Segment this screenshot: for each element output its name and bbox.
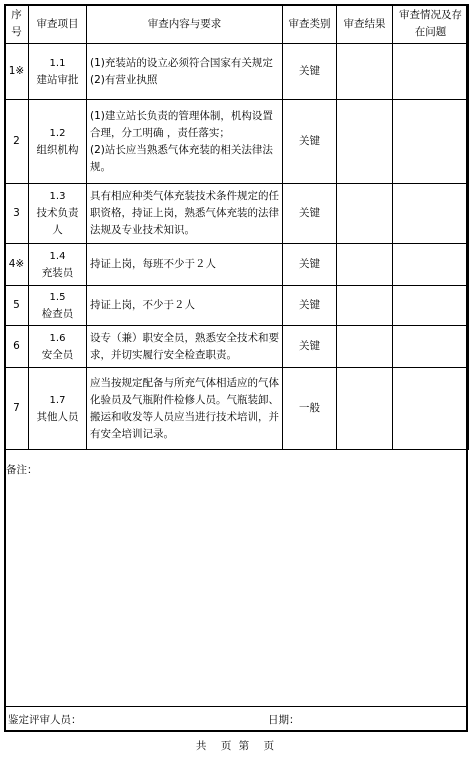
item-name: 组织机构 xyxy=(36,143,79,156)
seq-cell: 6 xyxy=(5,326,29,368)
content-cell: (1)充装站的设立必须符合国家有关规定 (2)有营业执照 xyxy=(87,44,283,100)
item-number: 1.2 xyxy=(49,127,66,139)
header-row xyxy=(5,5,469,44)
item-cell xyxy=(29,368,87,450)
item-number: 1.4 xyxy=(49,250,66,262)
header-status: 审查情况及存在问题 xyxy=(393,5,469,44)
category-cell: 关键 xyxy=(283,44,337,100)
header-seq: 序号 xyxy=(5,5,29,44)
item-name: 安全员 xyxy=(41,348,74,361)
table-row xyxy=(5,44,469,100)
seq-cell: 2 xyxy=(5,100,29,184)
item-name: 其他人员 xyxy=(36,410,79,423)
status-cell[interactable] xyxy=(393,100,469,184)
content-cell: 持证上岗，每班不少于２人 xyxy=(87,244,283,286)
item-number: 1.6 xyxy=(49,332,66,344)
item-cell xyxy=(29,44,87,100)
header-item: 审查项目 xyxy=(29,5,87,44)
table-row xyxy=(5,286,469,326)
seq-cell: 1※ xyxy=(5,44,29,100)
footer-divider xyxy=(4,706,468,707)
result-cell[interactable] xyxy=(337,184,393,244)
status-cell[interactable] xyxy=(393,244,469,286)
status-cell[interactable] xyxy=(393,326,469,368)
status-cell[interactable] xyxy=(393,184,469,244)
category-cell: 关键 xyxy=(283,286,337,326)
seq-cell: 4※ xyxy=(5,244,29,286)
category-cell: 关键 xyxy=(283,326,337,368)
status-cell[interactable] xyxy=(393,368,469,450)
category-cell: 关键 xyxy=(283,184,337,244)
page-counter: 共 页 第 页 xyxy=(195,740,277,752)
date-label: 日期： xyxy=(268,714,300,726)
content-cell: (1)建立站长负责的管理体制，机构设置合理，分工明确 ，责任落实； (2)站长应当熟悉气体充装的相关法律法规。 xyxy=(87,100,283,184)
table-row xyxy=(5,100,469,184)
item-number: 1.7 xyxy=(49,394,66,406)
remark-label: 备注： xyxy=(6,464,38,476)
status-cell[interactable] xyxy=(393,44,469,100)
item-cell xyxy=(29,184,87,244)
table-row xyxy=(5,368,469,450)
review-table xyxy=(4,4,469,450)
item-number: 1.5 xyxy=(49,291,66,303)
item-cell xyxy=(29,326,87,368)
seq-cell: 3 xyxy=(5,184,29,244)
content-cell: 设专（兼）职安全员，熟悉安全技术和要求，并切实履行安全检查职责。 xyxy=(87,326,283,368)
category-cell: 关键 xyxy=(283,244,337,286)
table-row xyxy=(5,326,469,368)
item-name: 技术负责人 xyxy=(36,207,79,236)
result-cell[interactable] xyxy=(337,326,393,368)
item-cell xyxy=(29,286,87,326)
result-cell[interactable] xyxy=(337,244,393,286)
item-cell xyxy=(29,244,87,286)
item-name: 充装员 xyxy=(41,266,74,279)
item-number: 1.1 xyxy=(49,57,66,69)
item-cell xyxy=(29,100,87,184)
category-cell: 关键 xyxy=(283,100,337,184)
result-cell[interactable] xyxy=(337,100,393,184)
item-name: 建站审批 xyxy=(36,73,79,86)
appraiser-label: 鉴定评审人员： xyxy=(8,714,82,726)
content-cell: 应当按规定配备与所充气体相适应的气体化验员及气瓶附件检修人员。气瓶装卸、搬运和收发等人员应当进行技术培训，并有安全培训记录。 xyxy=(87,368,283,450)
category-cell: 一般 xyxy=(283,368,337,450)
item-name: 检查员 xyxy=(41,307,74,320)
status-cell[interactable] xyxy=(393,286,469,326)
item-number: 1.3 xyxy=(49,191,66,202)
header-content: 审查内容与要求 xyxy=(87,5,283,44)
header-result: 审查结果 xyxy=(337,5,393,44)
table-row xyxy=(5,244,469,286)
seq-cell: 5 xyxy=(5,286,29,326)
table-row xyxy=(5,184,469,244)
result-cell[interactable] xyxy=(337,44,393,100)
result-cell[interactable] xyxy=(337,286,393,326)
seq-cell: 7 xyxy=(5,368,29,450)
header-category: 审查类别 xyxy=(283,5,337,44)
result-cell[interactable] xyxy=(337,368,393,450)
content-cell: 持证上岗，不少于２人 xyxy=(87,286,283,326)
content-cell: 具有相应种类气体充装技术条件规定的任职资格，持证上岗，熟悉气体充装的法律法规及专业技术知识。 xyxy=(87,184,283,244)
